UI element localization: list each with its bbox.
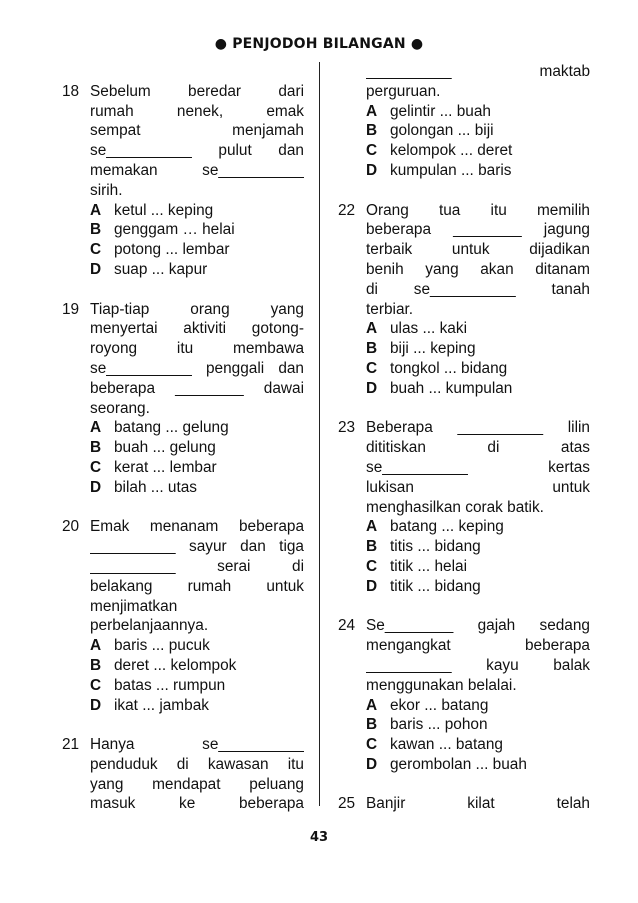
question-line: sempat menjamah	[90, 122, 304, 140]
option-c[interactable]	[366, 359, 590, 379]
question-line: menghasilkan corak batik.	[366, 498, 544, 516]
option-a[interactable]	[366, 517, 590, 537]
question-19	[62, 300, 304, 498]
question-24	[338, 616, 590, 774]
option-letter: D	[90, 696, 102, 714]
question-body	[366, 418, 590, 596]
question-body	[366, 794, 590, 814]
option-a[interactable]	[90, 636, 304, 656]
question-line: terbiar.	[366, 300, 414, 318]
option-d[interactable]	[366, 161, 590, 181]
option-letter: B	[90, 656, 102, 674]
question-number: 18	[62, 82, 80, 100]
option-d[interactable]	[90, 260, 304, 280]
question-line: beberapa ________ jagung	[366, 221, 590, 239]
page-header: ● PENJODOH BILANGAN ●	[214, 36, 424, 52]
option-text: genggam … helai	[114, 221, 235, 239]
option-letter: B	[90, 221, 102, 239]
question-line: menggunakan belalai.	[366, 676, 517, 694]
question-line: mengangkat beberapa	[366, 637, 590, 655]
option-letter: D	[366, 379, 378, 397]
option-letter: D	[90, 260, 102, 278]
question-line: __________ serai di	[90, 557, 304, 575]
option-letter: A	[366, 320, 378, 338]
option-letter: C	[90, 458, 102, 476]
option-text: buah ... gelung	[114, 439, 216, 457]
option-text: kelompok ... deret	[390, 142, 513, 160]
question-body	[90, 735, 304, 814]
option-b[interactable]	[366, 715, 590, 735]
question-number: 20	[62, 518, 80, 536]
question-line: dititiskan di atas	[366, 439, 590, 457]
option-text: titis ... bidang	[390, 538, 481, 556]
option-text: titik ... helai	[390, 557, 467, 575]
question-number: 23	[338, 419, 356, 437]
question-line: se__________ pulut dan	[90, 142, 304, 160]
question-line: Emak menanam beberapa	[90, 518, 304, 536]
question-line: Hanya se__________	[90, 736, 304, 754]
question-line: belakang rumah untuk	[90, 577, 304, 595]
option-letter: B	[366, 716, 378, 734]
question-line: __________ sayur dan tiga	[90, 538, 304, 556]
option-b[interactable]	[366, 339, 590, 359]
option-letter: C	[366, 359, 378, 377]
option-text: kerat ... lembar	[114, 458, 217, 476]
question-line: memakan se__________	[90, 161, 304, 179]
option-letter: C	[366, 557, 378, 575]
option-text: suap ... kapur	[114, 260, 208, 278]
question-line: se__________ kertas	[366, 458, 590, 476]
option-letter: C	[366, 142, 378, 160]
question-line: menjimatkan	[90, 597, 178, 615]
question-line: Sebelum beredar dari	[90, 82, 304, 100]
question-line: benih yang akan ditanam	[366, 260, 590, 278]
option-letter: A	[366, 102, 378, 120]
question-line: terbaik untuk dijadikan	[366, 241, 590, 259]
question-line: Orang tua itu memilih	[366, 201, 590, 219]
option-letter: A	[366, 518, 378, 536]
option-letter: B	[366, 340, 378, 358]
question-line: di se__________ tanah	[366, 280, 590, 298]
column-divider	[319, 62, 320, 806]
option-text: baris ... pucuk	[114, 637, 210, 655]
option-letter: C	[366, 736, 378, 754]
question-number: 24	[338, 617, 356, 635]
question-body	[366, 62, 590, 181]
question-body	[90, 517, 304, 715]
option-d[interactable]	[90, 696, 304, 716]
option-letter: A	[90, 637, 102, 655]
option-text: gelintir ... buah	[390, 102, 491, 120]
option-text: kumpulan ... baris	[390, 161, 512, 179]
option-c[interactable]	[90, 458, 304, 478]
question-body	[90, 300, 304, 498]
question-line: Beberapa __________ lilin	[366, 419, 590, 437]
question-22	[338, 201, 590, 399]
question-line: Banjir kilat telah	[366, 795, 590, 813]
option-c[interactable]	[366, 735, 590, 755]
option-a[interactable]	[366, 319, 590, 339]
option-text: biji ... keping	[390, 340, 476, 358]
option-text: batang ... keping	[390, 518, 504, 536]
option-letter: D	[366, 161, 378, 179]
option-text: titik ... bidang	[390, 577, 481, 595]
question-line: Tiap-tiap orang yang	[90, 300, 304, 318]
option-text: buah ... kumpulan	[390, 379, 513, 397]
option-text: ekor ... batang	[390, 696, 489, 714]
question-number: 22	[338, 201, 356, 219]
question-21-continued	[338, 62, 590, 181]
question-number: 25	[338, 795, 356, 813]
option-letter: A	[90, 419, 102, 437]
question-number-spacer	[338, 62, 366, 181]
question-line: perguruan.	[366, 82, 441, 100]
question-25	[338, 794, 590, 814]
option-b[interactable]	[90, 438, 304, 458]
option-c[interactable]	[366, 557, 590, 577]
question-body	[90, 82, 304, 280]
option-a[interactable]	[366, 102, 590, 122]
option-text: baris ... pohon	[390, 716, 488, 734]
question-line: menyertai aktiviti gotong-	[90, 320, 304, 338]
option-text: potong ... lembar	[114, 241, 230, 259]
option-b[interactable]	[366, 121, 590, 141]
left-column	[62, 62, 304, 834]
question-18	[62, 82, 304, 280]
option-letter: A	[366, 696, 378, 714]
question-line: rumah nenek, emak	[90, 102, 304, 120]
question-line: perbelanjaannya.	[90, 617, 209, 635]
option-d[interactable]	[366, 755, 590, 775]
question-line: royong itu membawa	[90, 340, 304, 358]
option-letter: B	[366, 538, 378, 556]
question-line: beberapa ________ dawai	[90, 379, 304, 397]
option-text: batas ... rumpun	[114, 676, 226, 694]
option-c[interactable]	[90, 676, 304, 696]
question-line: penduduk di kawasan itu	[90, 755, 304, 773]
question-body	[366, 201, 590, 399]
option-letter: C	[90, 241, 102, 259]
option-d[interactable]	[366, 379, 590, 399]
question-line: Se________ gajah sedang	[366, 617, 590, 635]
question-body	[366, 616, 590, 774]
option-c[interactable]	[366, 141, 590, 161]
question-line: lukisan untuk	[366, 478, 590, 496]
option-b[interactable]	[366, 537, 590, 557]
option-a[interactable]	[90, 201, 304, 221]
option-letter: D	[366, 577, 378, 595]
option-text: bilah ... utas	[114, 478, 197, 496]
option-text: tongkol ... bidang	[390, 359, 508, 377]
option-text: batang ... gelung	[114, 419, 229, 437]
question-number: 21	[62, 736, 80, 754]
option-letter: B	[366, 122, 378, 140]
option-text: kawan ... batang	[390, 736, 503, 754]
option-text: deret ... kelompok	[114, 656, 237, 674]
option-text: ketul ... keping	[114, 201, 214, 219]
option-a[interactable]	[366, 696, 590, 716]
question-line: se__________ penggali dan	[90, 359, 304, 377]
page-number: 43	[309, 830, 329, 845]
option-a[interactable]	[90, 418, 304, 438]
question-line: sirih.	[90, 181, 123, 199]
option-text: gerombolan ... buah	[390, 755, 527, 773]
option-letter: B	[90, 439, 102, 457]
question-line: seorang.	[90, 399, 150, 417]
question-number: 19	[62, 300, 80, 318]
right-column	[338, 62, 590, 834]
question-line: yang mendapat peluang	[90, 775, 304, 793]
option-text: ulas ... kaki	[390, 320, 467, 338]
question-line: __________ maktab	[366, 63, 590, 80]
option-letter: D	[90, 478, 102, 496]
question-20	[62, 517, 304, 715]
question-line: __________ kayu balak	[366, 656, 590, 674]
question-21	[62, 735, 304, 814]
option-text: ikat ... jambak	[114, 696, 209, 714]
option-letter: C	[90, 676, 102, 694]
question-23	[338, 418, 590, 596]
option-b[interactable]	[90, 656, 304, 676]
option-c[interactable]	[90, 240, 304, 260]
option-text: golongan ... biji	[390, 122, 494, 140]
question-line: masuk ke beberapa	[90, 795, 304, 813]
option-d[interactable]	[90, 478, 304, 498]
option-letter: A	[90, 201, 102, 219]
option-b[interactable]	[90, 220, 304, 240]
option-d[interactable]	[366, 577, 590, 597]
option-letter: D	[366, 755, 378, 773]
